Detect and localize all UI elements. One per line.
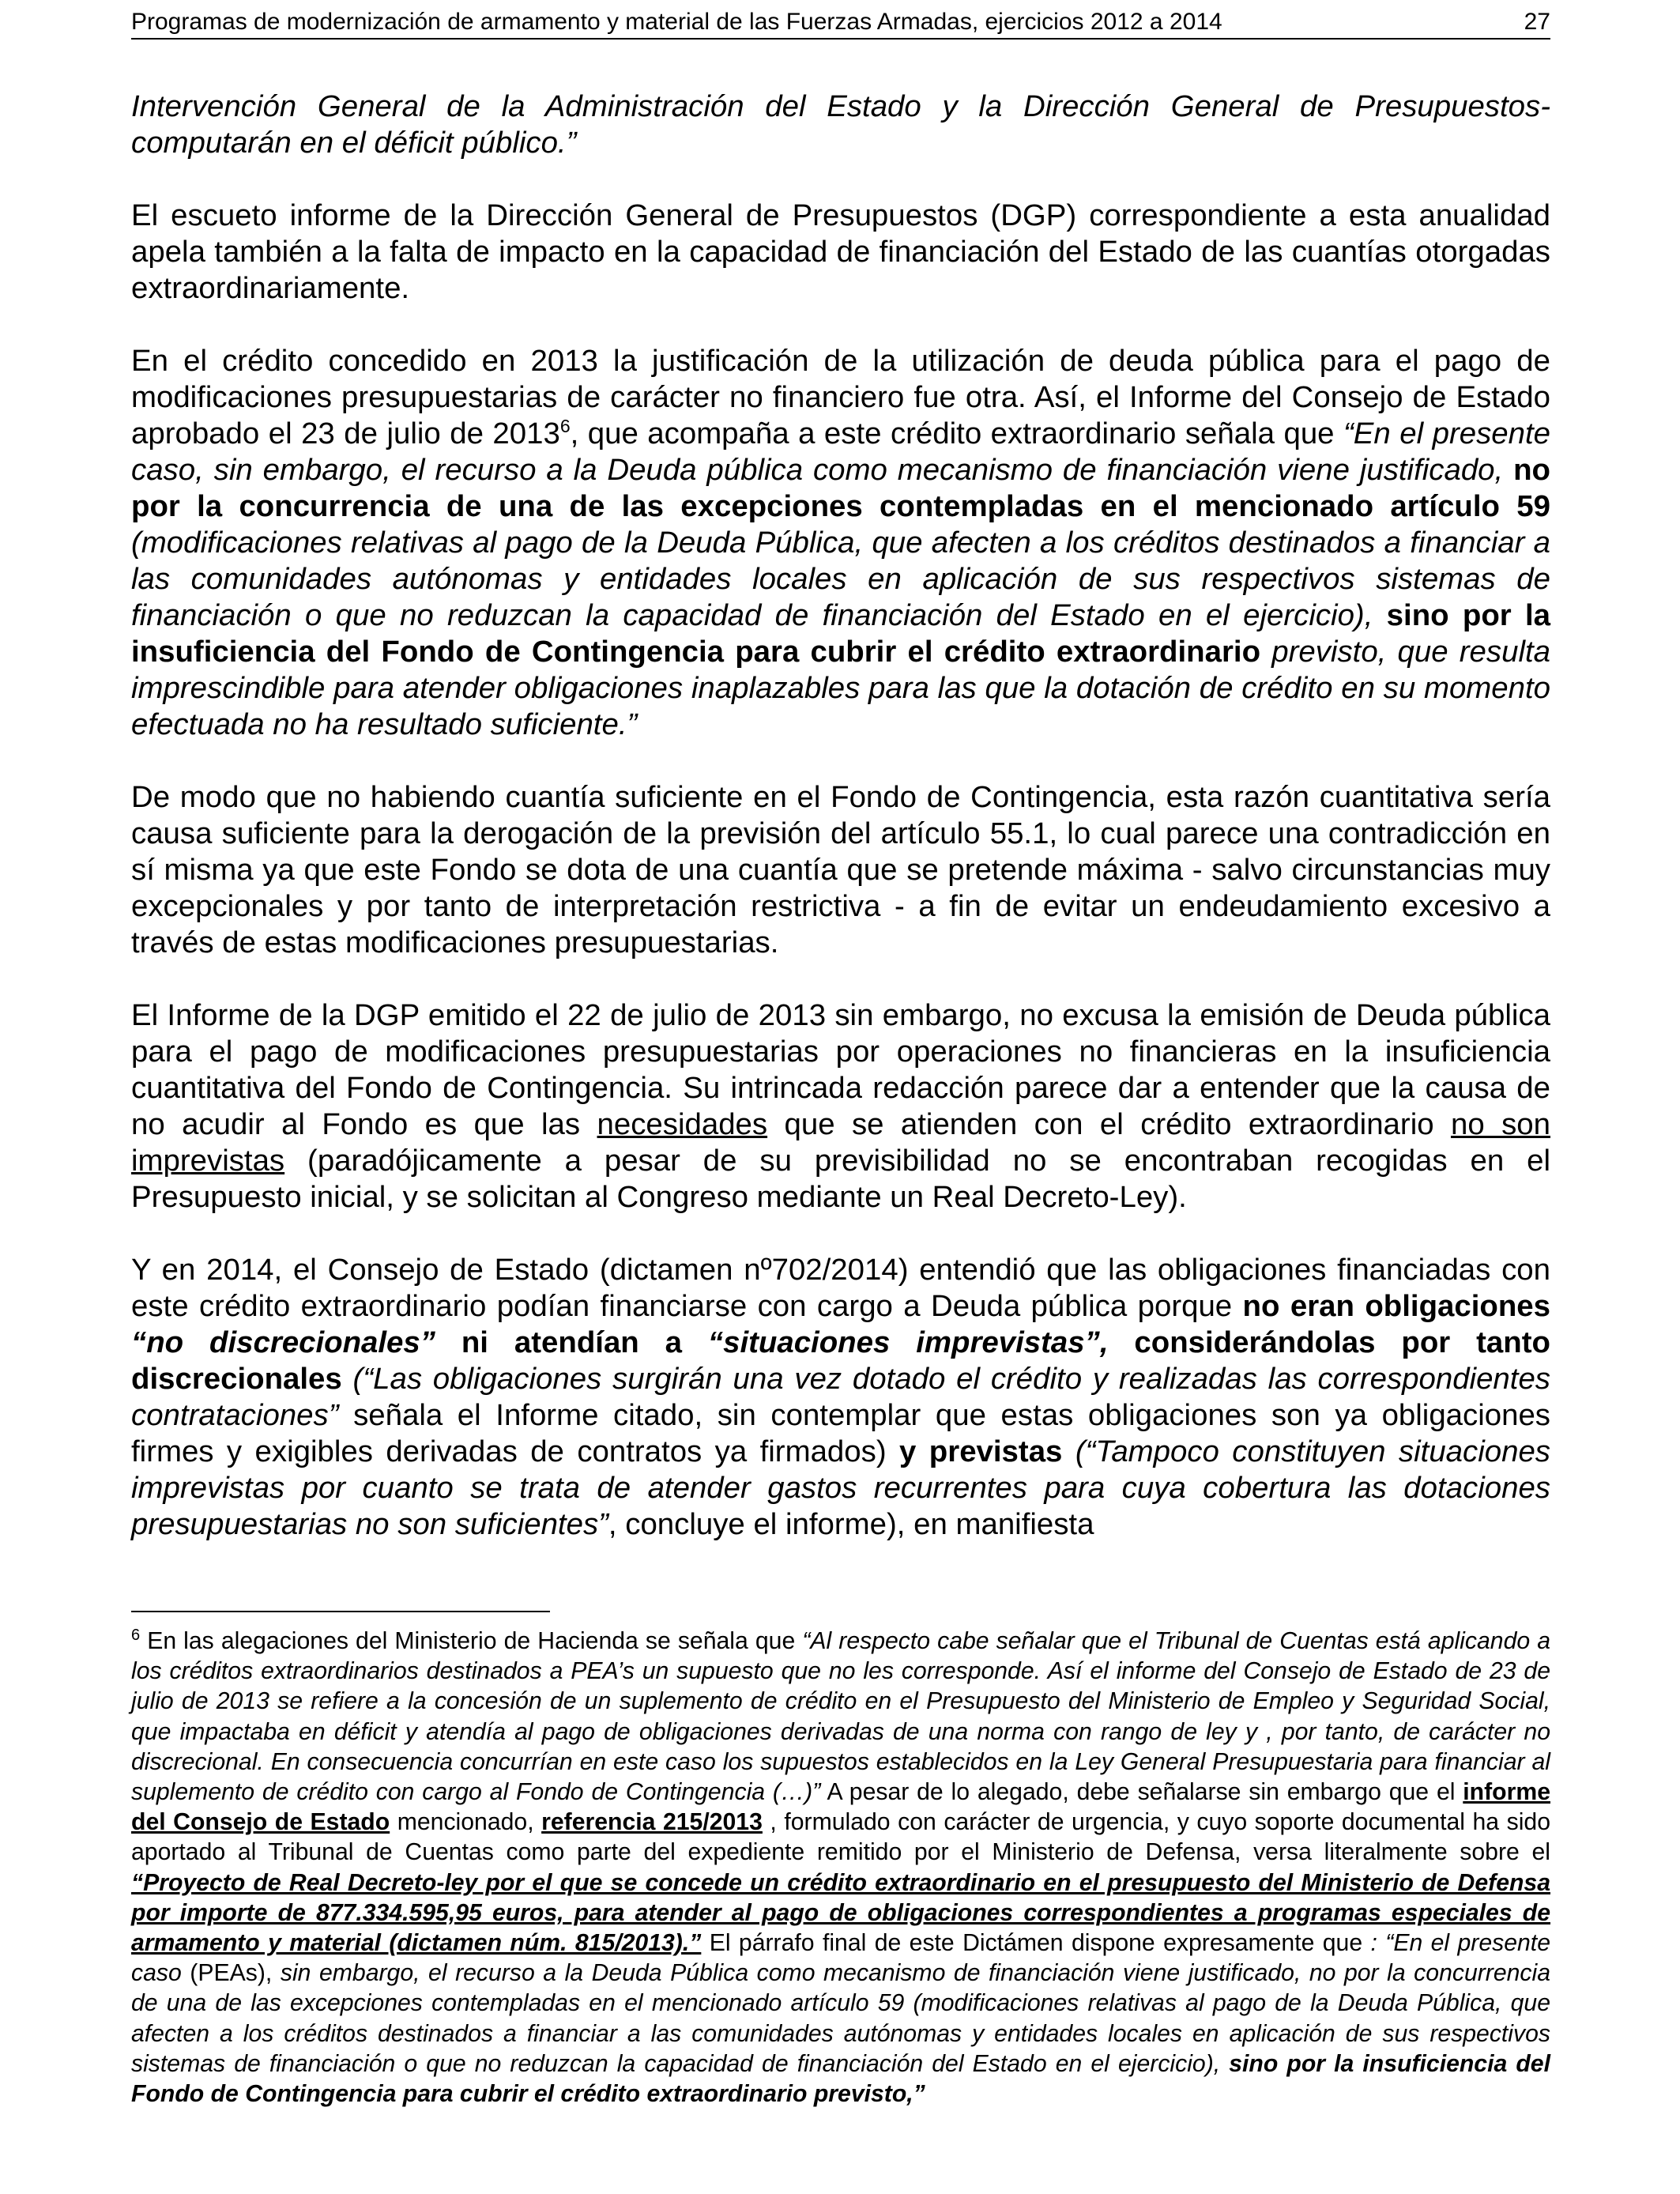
paragraph-6 — [131, 1252, 1550, 1543]
fn-bu1-text: informe del Consejo de Estado — [131, 1779, 1550, 1836]
fn-text-1: En las alegaciones del Ministerio de Hacienda se señala que — [140, 1628, 803, 1654]
fn-quote-3: sin embargo, el recurso a la Deuda Pública como mecanismo de financiación viene justificado, no por la concurrencia de una de las excepciones contempladas en el mencionado artículo 59 (modificaciones relativas al pago de la Deuda Pública, que afecten a los créditos destinados a financiar a las comunidades autónomas y entidades locales en aplicación de sus respectivos sistemas de financiación o que no reduzcan la capacidad de financiación del Estado en el ejercicio), — [131, 1960, 1551, 2077]
p3-bold-1: no por la concurrencia de una de las excepciones contempladas en el mencionado artículo 59 — [131, 453, 1550, 523]
quote-italic: Intervención General de la Administración del Estado y la Dirección General de Presupuestos- computarán en el déficit público.” — [131, 89, 1550, 160]
page-number: 27 — [1524, 9, 1550, 35]
p6-bold-1: no eran obligaciones — [1242, 1289, 1550, 1323]
paragraph-1 — [131, 89, 1550, 161]
paragraph-3 — [131, 343, 1550, 743]
fn-bi-text: sino por la insuficiencia del Fondo de Contingencia para cubrir el crédito extraordinario previsto,” — [131, 2050, 1550, 2108]
p6-bold-italic-1 — [131, 1325, 435, 1359]
fn-text-6: (PEAs), — [181, 1960, 281, 1987]
p6-bold-italic-2 — [708, 1325, 1109, 1359]
p3-bold-2: sino por la insuficiencia del Fondo de Contingencia para cubrir el crédito extraordinario — [131, 598, 1551, 669]
p6-bi1-text: “no discrecionales” — [131, 1325, 435, 1359]
p6-quote-1: (“Las obligaciones surgirán una vez dotado el crédito y realizadas las correspondientes contrataciones” — [131, 1362, 1550, 1432]
p5-text-1: El Informe de la DGP emitido el 22 de julio de 2013 sin embargo, no excusa la emisión de Deuda pública para el pago de modificaciones presupuestarias por operaciones no financieras en la insuficiencia cuantitativa del Fondo de Contingencia. Su intrincada redacción parece dar a entender que la causa de no acudir al Fondo es que las — [131, 998, 1550, 1141]
p6-text-1: Y en 2014, el Consejo de Estado (dictamen nº702/2014) entendió que las obligaciones financiadas con este crédito extraordinario podían financiarse con cargo a Deuda pública porque — [131, 1253, 1550, 1323]
p3-quote-2: (modificaciones relativas al pago de la Deuda Pública, que afecten a los créditos destinados a financiar a las comunidades autónomas y entidades locales en aplicación de sus respectivos sistemas de financiación o que no reduzcan la capacidad de financiación del Estado en el ejercicio), — [131, 526, 1550, 632]
fn-text-2: A pesar de lo alegado, debe señalarse sin embargo que el — [820, 1779, 1463, 1806]
paragraph-2: El escueto informe de la Dirección General de Presupuestos (DGP) correspondiente a esta anualidad apela también a la falta de impacto en la capacidad de financiación del Estado de las cuantías otorgadas extraordinariamente. — [131, 198, 1550, 305]
paragraph-4: De modo que no habiendo cuantía suficiente en el Fondo de Contingencia, esta razón cuantitativa sería causa suficiente para la derogación de la previsión del artículo 55.1, lo cual parece una contradicción en sí misma ya que este Fondo se dota de una cuantía que se pretende máxima - salvo circunstancias muy excepcionales y por tanto de interpretación restrictiva - a fin de evitar un endeudamiento excesivo a través de estas modificaciones presupuestarias. — [131, 780, 1550, 959]
footnote-6 — [131, 1627, 1550, 2109]
p5-text-2: que se atienden con el crédito extraordinario — [767, 1107, 1451, 1141]
header-title: Programas de modernización de armamento y material de las Fuerzas Armadas, ejercicios 2012 a 2014 — [131, 9, 1222, 35]
p6-bold-4: y previstas — [899, 1434, 1063, 1468]
p6-bold-2: ni atendían a — [435, 1325, 708, 1359]
footnote-separator — [131, 1611, 550, 1612]
footnote-number: 6 — [131, 1626, 141, 1644]
p6-quote-2: (“Tampoco constituyen situaciones imprevistas por cuanto se trata de atender gastos recurrentes para cuya cobertura las dotaciones presupuestarias no son suficientes” — [131, 1434, 1550, 1541]
p5-underline-2: no son imprevistas — [131, 1107, 1550, 1178]
p6-text-3: , concluye el informe), en manifiesta — [608, 1507, 1094, 1541]
fn-quote-1: “Al respecto cabe señalar que el Tribunal de Cuentas está aplicando a los créditos extraordinarios destinados a PEA’s un supuesto que no les corresponde. Así el informe del Consejo de Estado de 23 de julio de 2013 se refiere a la concesión de un suplemento de crédito en el Presupuesto del Ministerio de Empleo y Seguridad Social, que impactaba en déficit y atendía al pago de obligaciones derivadas de una norma con rango de ley y , por tanto, de carácter no discrecional. En consecuencia concurrían en este caso los supuestos establecidos en la Ley General Presupuestaria para financiar al suplemento de crédito con cargo al Fondo de Contingencia (…)” — [131, 1628, 1550, 1806]
fn-text-5: El párrafo final de este Dictámen dispone expresamente que — [701, 1930, 1371, 1957]
p5-underline-1: necesidades — [597, 1107, 768, 1141]
fn-text-4: , formulado con carácter de urgencia, y cuyo soporte documental ha sido aportado al Tribunal de Cuentas como parte del expediente remitido por el Ministerio de Defensa, versa literalmente sobre el — [131, 1809, 1550, 1866]
p3-text-1: En el crédito concedido en 2013 la justificación de la utilización de deuda pública para el pago de modificaciones presupuestarias de carácter no financiero fue otra. Así, el Informe del Consejo de Estado aprobado el 23 de julio de 2013 — [131, 344, 1550, 450]
p3-quote-3: previsto, que resulta imprescindible para atender obligaciones inaplazables para las que la dotación de crédito en su momento efectuada no ha resultado suficiente.” — [131, 635, 1551, 741]
fn-bold-underline-2 — [541, 1809, 763, 1835]
p6-bi2-text: “situaciones imprevistas”, — [707, 1325, 1109, 1359]
p3-quote-1: “En el presente caso, sin embargo, el recurso a la Deuda pública como mecanismo de financiación viene justificado, — [131, 417, 1550, 487]
p6-bold-3: considerándolas por tanto discrecionales — [131, 1325, 1550, 1396]
running-header — [131, 6, 1550, 40]
p6-text-2: señala el Informe citado, sin contemplar que estas obligaciones son ya obligaciones firmes y exigibles derivadas de contratos ya firmados) — [131, 1398, 1550, 1468]
fn-quote-2: : “En el presente caso — [131, 1930, 1550, 1987]
fn-text-3: mencionado, — [390, 1809, 542, 1836]
footnote-ref[interactable]: 6 — [559, 416, 571, 437]
fn-bu2-text: referencia 215/2013 — [541, 1809, 763, 1836]
p3-text-2: , que acompaña a este crédito extraordinario señala que — [570, 417, 1344, 450]
p5-text-3: (paradójicamente a pesar de su previsibilidad no se encontraban recogidas en el Presupuesto inicial, y se solicitan al Congreso mediante un Real Decreto-Ley). — [131, 1144, 1550, 1214]
body-text — [131, 89, 1550, 1579]
paragraph-5 — [131, 997, 1550, 1216]
fn-bui-text: “Proyecto de Real Decreto-ley por el que se concede un crédito extraordinario en el presupuesto del Ministerio de Defensa por importe de 877.334.595,95 euros, para atender al pago de obligaciones correspondientes a programas especiales de armamento y material (dictamen núm. 815/2013).” — [131, 1869, 1550, 1957]
